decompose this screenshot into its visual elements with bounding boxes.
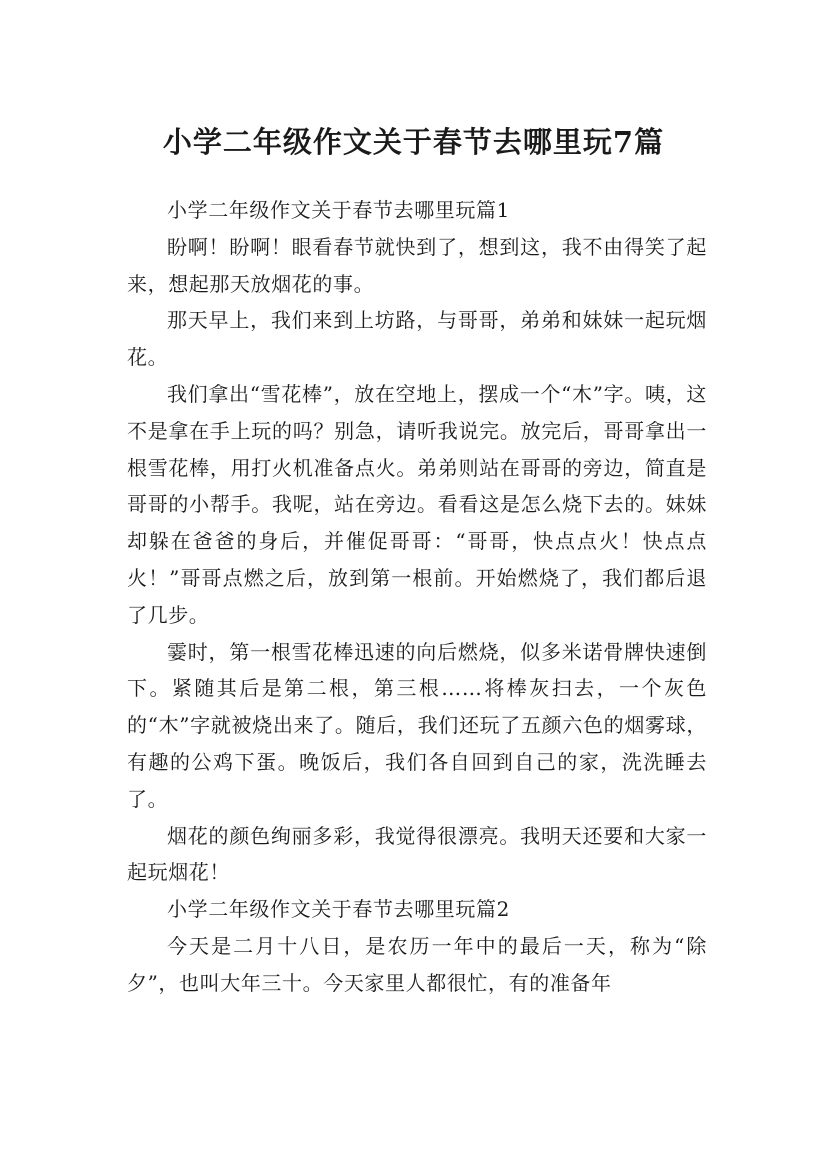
paragraph: 烟花的颜色绚丽多彩，我觉得很漂亮。我明天还要和大家一起玩烟花！ — [127, 823, 707, 885]
paragraph: 今天是二月十八日，是农历一年中的最后一天，称为“除夕”，也叫大年三十。今天家里人都很忙，有的准备年 — [127, 933, 707, 995]
document-body — [127, 192, 707, 1002]
paragraph: 那天早上，我们来到上坊路，与哥哥，弟弟和妹妹一起玩烟花。 — [127, 308, 707, 370]
paragraph: 霎时，第一根雪花棒迅速的向后燃烧，似多米诺骨牌快速倒下。紧随其后是第二根，第三根……将棒灰扫去，一个灰色的“木”字就被烧出来了。随后，我们还玩了五颜六色的烟雾球，有趣的公鸡下蛋。晚饭后，我们各自回到自己的家，洗洗睡去了。 — [127, 639, 707, 811]
document-title: 小学二年级作文关于春节去哪里玩7篇 — [162, 125, 665, 160]
paragraph: 我们拿出“雪花棒”，放在空地上，摆成一个“木”字。咦，这不是拿在手上玩的吗？别急，请听我说完。放完后，哥哥拿出一根雪花棒，用打火机准备点火。弟弟则站在哥哥的旁边，简直是哥哥的小帮手。我呢，站在旁边。看看这是怎么烧下去的。妹妹却躲在爸爸的身后，并催促哥哥：“哥哥，快点点火！快点点火！”哥哥点燃之后，放到第一根前。开始燃烧了，我们都后退了几步。 — [127, 381, 707, 627]
essay-heading-1: 小学二年级作文关于春节去哪里玩篇1 — [167, 198, 510, 222]
paragraph: 盼啊！盼啊！眼看春节就快到了，想到这，我不由得笑了起来，想起那天放烟花的事。 — [127, 234, 707, 296]
essay-heading-2: 小学二年级作文关于春节去哪里玩篇2 — [167, 897, 510, 922]
